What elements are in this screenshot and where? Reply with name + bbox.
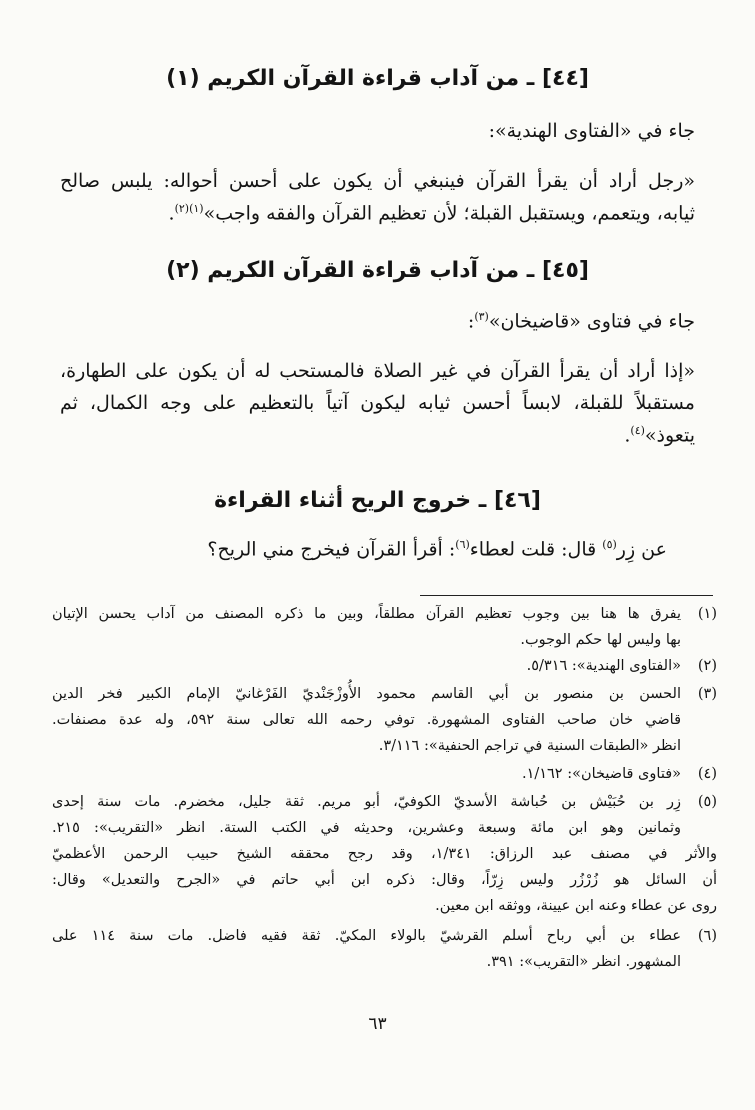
footnote-1 xyxy=(52,606,717,656)
quote-line: «رجل أراد أن يقرأ القرآن فينبغي أن يكون على أحسن أحواله: يلبس صالح xyxy=(60,170,695,192)
footnote-number: (١) xyxy=(697,606,717,622)
footnote-ref[interactable]: (٦) xyxy=(455,538,470,551)
footnote-line: عطاء بن أبي رباح أسلم القرشيّ بالولاء المكيّ. ثقة فقيه فاضل. مات سنة ١١٤ على xyxy=(52,928,681,944)
footnote-number: (٣) xyxy=(697,686,717,702)
footnote-line: «فتاوى قاضيخان»: ١/١٦٢. xyxy=(521,766,681,782)
quote-line: ثيابه، ويتعمم، ويستقبل القبلة؛ لأن تعظيم القرآن والفقه واجب»$^{(١)(٢)}$. xyxy=(168,202,695,225)
section-intro-44: جاء في «الفتاوى الهندية»: xyxy=(488,120,695,142)
footnote-line: والأثر في مصنف عبد الرزاق: ١/٣٤١، وقد رجح محققه الشيخ حبيب الرحمن الأعظميّ xyxy=(52,846,717,862)
footnote-line: قاضي خان صاحب الفتاوى المشهورة. توفي رحمه الله تعالى سنة ٥٩٢، وله عدة مصنفات. xyxy=(52,712,681,728)
footnote-ref[interactable]: (٥) xyxy=(602,538,617,551)
section-heading-44: [٤٤] ـ من آداب قراءة القرآن الكريم (١) xyxy=(166,66,589,91)
quote-line: يتعوذ»$^{(٤)}$. xyxy=(624,424,695,447)
footnote-number: (٢) xyxy=(697,658,717,674)
footnote-ref[interactable]: (٣) xyxy=(474,310,489,323)
footnote-line: «الفتاوى الهندية»: ٥/٣١٦. xyxy=(526,658,681,674)
section-heading-46: [٤٦] ـ خروج الريح أثناء القراءة xyxy=(214,488,541,513)
footnote-4 xyxy=(52,766,717,792)
page-number: ٦٣ xyxy=(368,1014,387,1034)
section-heading-45: [٤٥] ـ من آداب قراءة القرآن الكريم (٢) xyxy=(166,258,589,283)
footnote-line: زِر بن حُبَيْش بن حُباشة الأسديّ الكوفيّ، أبو مريم. ثقة جليل، مخضرم. مات سنة إحدى xyxy=(52,794,681,810)
footnote-ref[interactable]: (٢) xyxy=(174,202,190,215)
quote-line: «إذا أراد أن يقرأ القرآن في غير الصلاة فالمستحب له أن يكون على الطهارة، xyxy=(60,360,695,382)
quote-line-text: يتعوذ» xyxy=(644,424,695,447)
footnote-line: المشهور. انظر «التقريب»: ٣٩١. xyxy=(486,954,681,970)
footnote-line: بها وليس لها حكم الوجوب. xyxy=(520,632,681,648)
footnote-5 xyxy=(52,794,717,924)
footnote-number: (٦) xyxy=(697,928,717,944)
section-intro-45: جاء في فتاوى «قاضيخان»$^{(٣)}$: xyxy=(467,310,695,333)
footnote-6 xyxy=(52,928,717,980)
intro-text: جاء في فتاوى «قاضيخان» xyxy=(488,310,695,333)
footnote-line: أن السائل هو زُرْزُر وليس زِرّاً، وقال: ذكره ابن أبي حاتم في «الجرح والتعديل» وقال: xyxy=(52,872,717,888)
quote-line-text: ثيابه، ويتعمم، ويستقبل القبلة؛ لأن تعظيم القرآن والفقه واجب» xyxy=(203,202,695,225)
footnote-ref[interactable]: (٤) xyxy=(630,424,645,437)
footnote-line: الحسن بن منصور بن أبي القاسم محمود الأُوزْجَنْديّ الفَرْغانيّ الإمام الكبير فخر الدين xyxy=(52,686,681,702)
footnote-ref[interactable]: (١) xyxy=(189,202,204,215)
footnote-line: يفرق ها هنا بين وجوب تعظيم القرآن مطلقاً، وبين ما ذكره المصنف من آداب يحسن الإتيان xyxy=(52,606,681,622)
footnote-3 xyxy=(52,686,717,764)
footnote-divider xyxy=(420,595,713,596)
footnote-number: (٤) xyxy=(697,766,717,782)
footnote-line: وثمانين وهو ابن مائة وسبعة وعشرين، وحديثه في الكتب الستة. انظر «التقريب»: ٢١٥. xyxy=(52,820,681,836)
footnote-number: (٥) xyxy=(697,794,717,810)
footnote-line: انظر «الطبقات السنية في تراجم الحنفية»: ٣/١١٦. xyxy=(378,738,681,754)
footnote-2 xyxy=(52,658,717,684)
footnote-line: روى عن عطاء وعنه ابن عيينة، ووثقه ابن معين. xyxy=(435,898,717,914)
section-text-46: عن زِر$^{(٥)}$ قال: قلت لعطاء$^{(٦)}$: أقرأ القرآن فيخرج مني الريح؟ xyxy=(207,538,667,561)
quote-line: مستقبلاً للقبلة، لابساً أحسن ثيابه ليكون آتياً بالتعظيم على وجه الكمال، ثم xyxy=(60,392,695,414)
